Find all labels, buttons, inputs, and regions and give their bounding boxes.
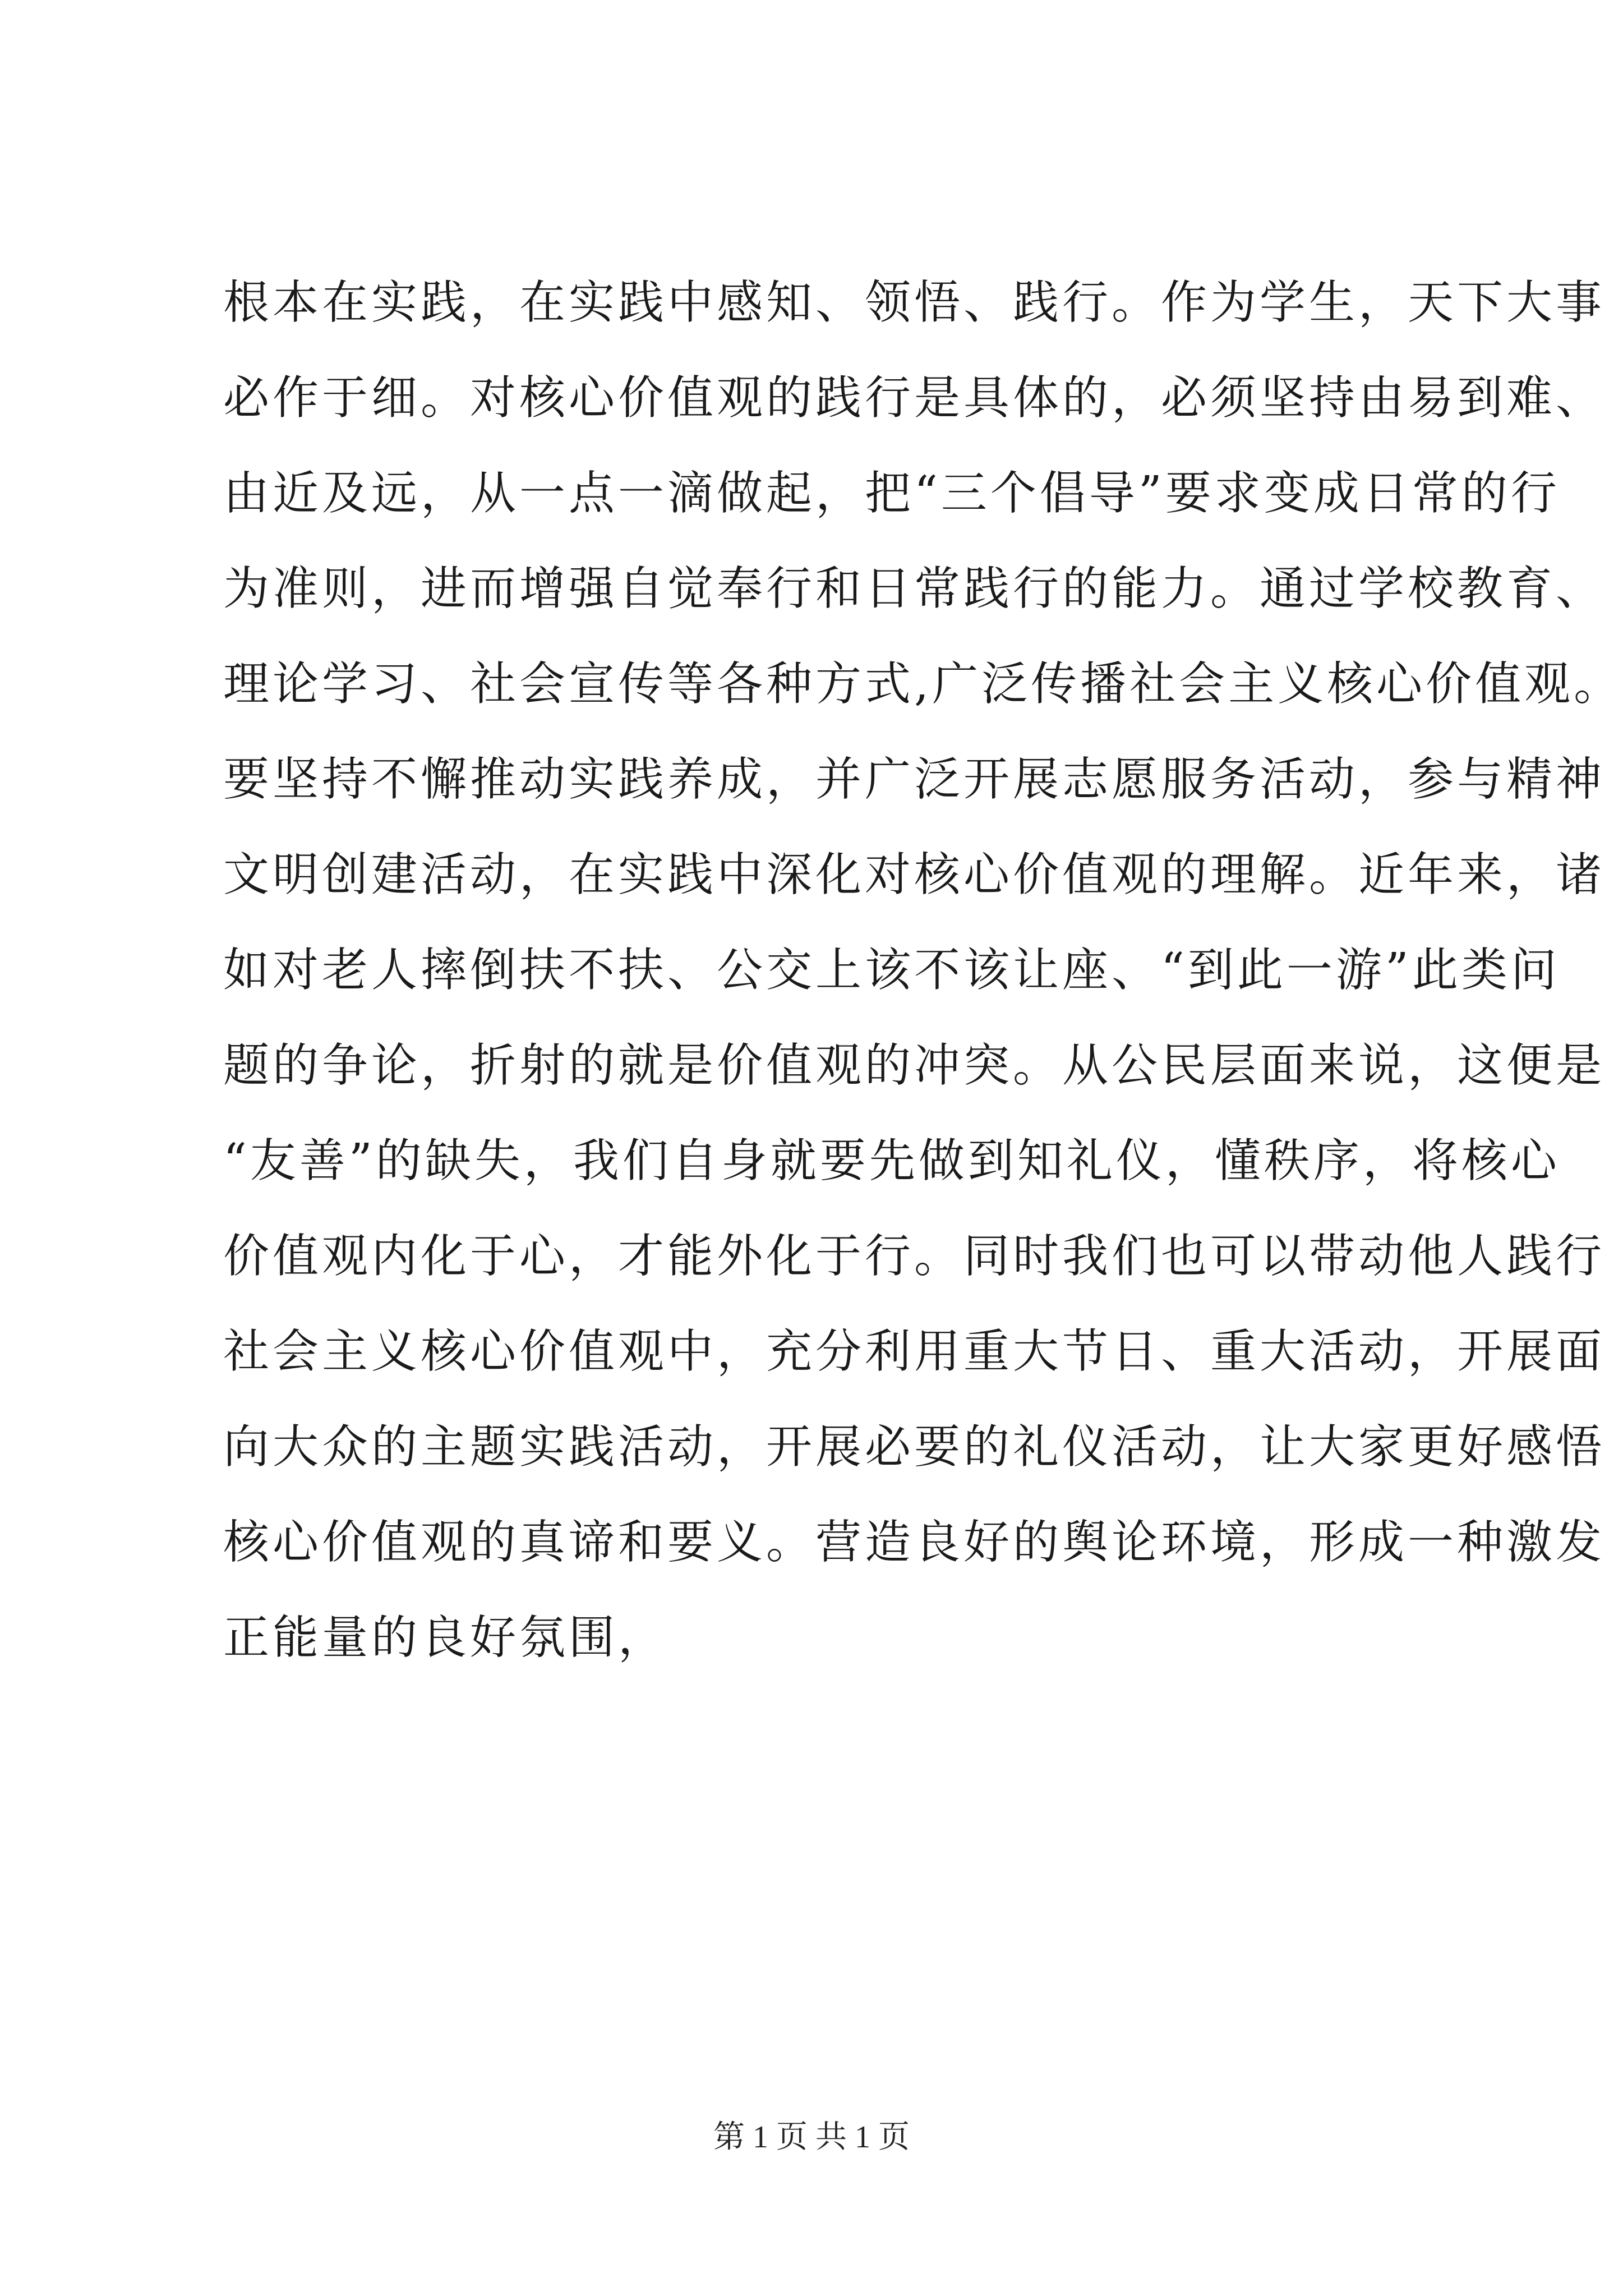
text-line: 文明创建活动，在实践中深化对核心价值观的理解。近年来，诸 [223, 848, 1606, 901]
page-footer: 第 1 页 共 1 页 [713, 2120, 910, 2155]
body-paragraph [223, 255, 1623, 1686]
text-line: 为准则，进而增强自觉奉行和日常践行的能力。通过学校教育、 [223, 562, 1606, 615]
text-line: 理论学习、社会宣传等各种方式,广泛传播社会主义核心价值观。 [223, 657, 1623, 711]
text-line: 核心价值观的真谛和要义。营造良好的舆论环境，形成一种激发 [223, 1516, 1606, 1569]
text-line: 社会主义核心价值观中，充分利用重大节日、重大活动，开展面 [223, 1325, 1606, 1378]
text-line: 题的争论，折射的就是价值观的冲突。从公民层面来说，这便是 [223, 1039, 1606, 1092]
text-line: 根本在实践，在实践中感知、领悟、践行。作为学生，天下大事 [223, 276, 1606, 329]
text-line: 由近及远，从一点一滴做起，把“三个倡导”要求变成日常的行 [223, 467, 1560, 520]
text-line: 如对老人摔倒扶不扶、公交上该不该让座、“到此一游”此类问 [223, 944, 1560, 997]
text-line: 要坚持不懈推动实践养成，并广泛开展志愿服务活动，参与精神 [223, 753, 1606, 806]
text-line: “友善”的缺失，我们自身就要先做到知礼仪，懂秩序，将核心 [223, 1134, 1560, 1188]
text-line: 必作于细。对核心价值观的践行是具体的，必须坚持由易到难、 [223, 371, 1606, 425]
text-line: 向大众的主题实践活动，开展必要的礼仪活动，让大家更好感悟 [223, 1420, 1606, 1474]
text-line: 价值观内化于心，才能外化于行。同时我们也可以带动他人践行 [223, 1230, 1606, 1283]
text-line: 正能量的良好氛围， [223, 1611, 668, 1664]
